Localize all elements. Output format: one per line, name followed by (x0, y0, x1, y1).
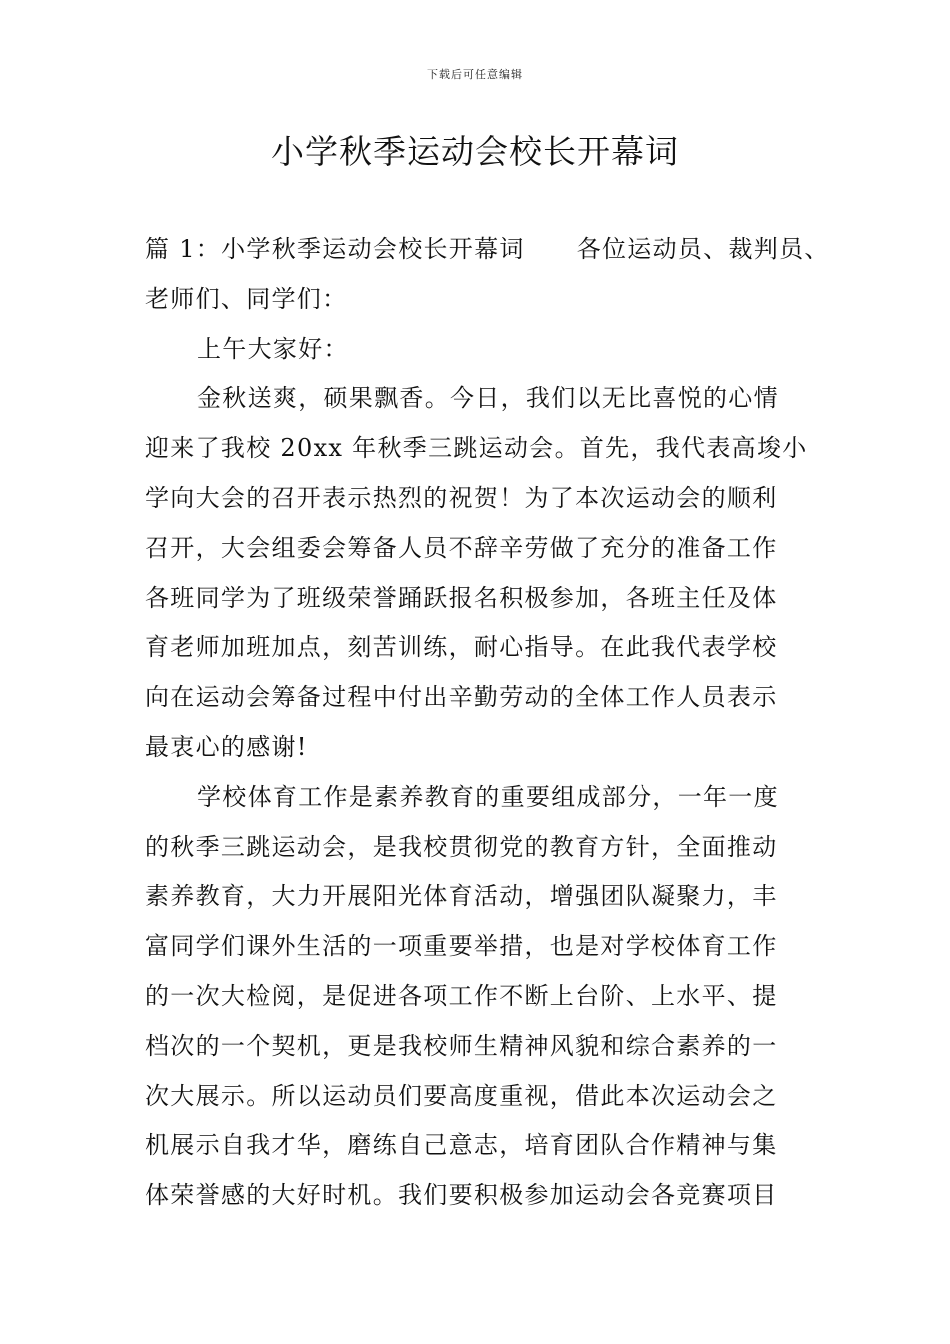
body-line-6: 学向大会的召开表示热烈的祝贺！为了本次运动会的顺利 (145, 483, 778, 512)
body-line-13: 的秋季三跳运动会，是我校贯彻党的教育方针，全面推动 (145, 832, 778, 861)
body-line-7: 召开，大会组委会筹备人员不辞辛劳做了充分的准备工作 (145, 533, 778, 562)
body-line-3: 上午大家好： (197, 334, 349, 363)
body-line-9: 育老师加班加点，刻苦训练，耐心指导。在此我代表学校 (145, 633, 778, 662)
body-line-18: 次大展示。所以运动员们要高度重视，借此本次运动会之 (145, 1081, 778, 1110)
body-line-17: 档次的一个契机，更是我校师生精神风貌和综合素养的一 (145, 1031, 778, 1060)
body-line-20: 体荣誉感的大好时机。我们要积极参加运动会各竞赛项目 (145, 1181, 778, 1210)
salutation-start: 各位运动员、裁判员、 (576, 235, 830, 263)
body-line-8: 各班同学为了班级荣誉踊跃报名积极参加，各班主任及体 (145, 583, 778, 612)
document-title: 小学秋季运动会校长开幕词 (271, 132, 679, 171)
section-heading: 篇 1：小学秋季运动会校长开幕词 (145, 235, 525, 263)
body-line-1 (145, 225, 830, 275)
body-line-11: 最衷心的感谢! (145, 732, 308, 761)
body-line-19: 机展示自我才华，磨练自己意志，培育团队合作精神与集 (145, 1131, 778, 1160)
body-line-10: 向在运动会筹备过程中付出辛勤劳动的全体工作人员表示 (145, 683, 778, 712)
body-line-14: 素养教育，大力开展阳光体育活动，增强团队凝聚力，丰 (145, 882, 778, 911)
body-line-12: 学校体育工作是素养教育的重要组成部分，一年一度 (197, 782, 779, 811)
header-note: 下载后可任意编辑 (427, 68, 523, 81)
body-line-5: 迎来了我校 20xx 年秋季三跳运动会。首先，我代表高埈小 (145, 434, 808, 463)
body-line-2: 老师们、同学们： (145, 284, 348, 313)
body-line-4: 金秋送爽，硕果飘香。今日，我们以无比喜悦的心情 (197, 384, 779, 413)
body-line-16: 的一次大检阅，是促进各项工作不断上台阶、上水平、提 (145, 981, 778, 1010)
document-body (145, 225, 830, 1221)
body-line-15: 富同学们课外生活的一项重要举措，也是对学校体育工作 (145, 932, 778, 961)
